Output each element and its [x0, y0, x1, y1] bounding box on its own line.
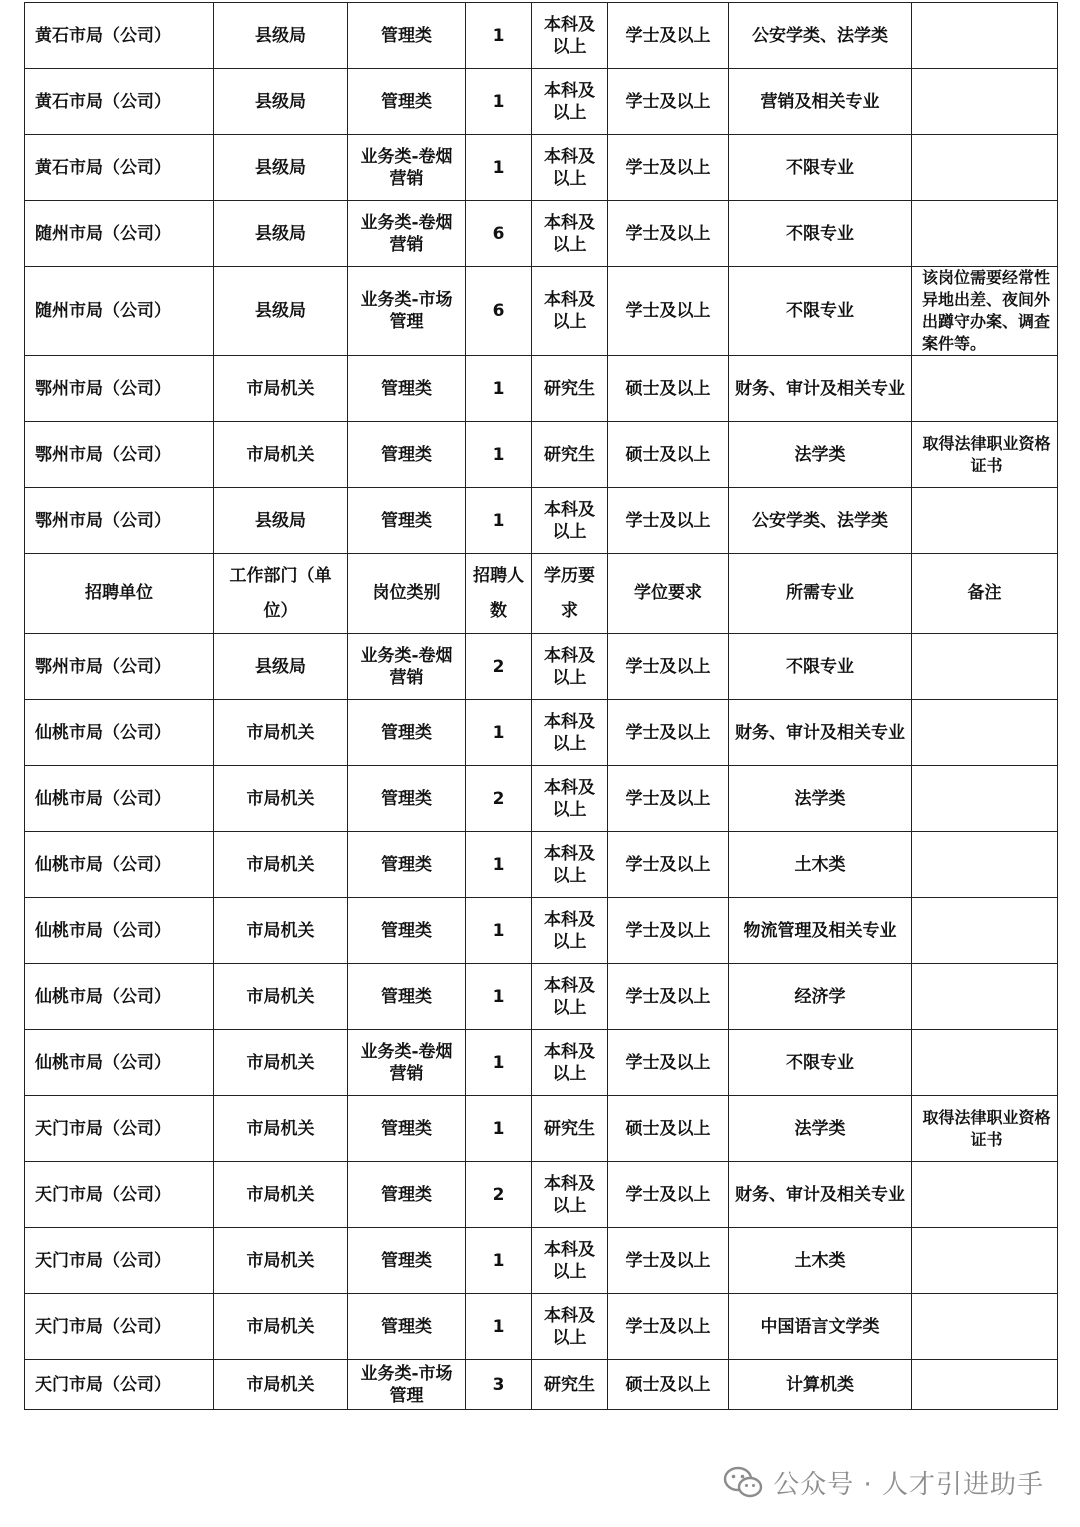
note-cell — [912, 1162, 1058, 1228]
table-row — [25, 135, 1058, 201]
count-cell: 2 — [466, 1162, 532, 1228]
count-cell: 6 — [466, 201, 532, 267]
table-row — [25, 356, 1058, 422]
degree-cell: 学士及以上 — [608, 898, 729, 964]
degree-cell: 学士及以上 — [608, 1162, 729, 1228]
table-row — [25, 1096, 1058, 1162]
note-cell — [912, 1294, 1058, 1360]
major-cell: 财务、审计及相关专业 — [729, 356, 912, 422]
education-cell: 本科及以上 — [532, 898, 608, 964]
education-cell: 研究生 — [532, 422, 608, 488]
unit-cell: 鄂州市局（公司） — [25, 356, 214, 422]
count-cell: 2 — [466, 634, 532, 700]
watermark — [723, 1462, 1044, 1502]
degree-cell: 学士及以上 — [608, 488, 729, 554]
dept-cell: 市局机关 — [214, 1162, 348, 1228]
count-cell: 1 — [466, 1228, 532, 1294]
table-row — [25, 1162, 1058, 1228]
degree-cell: 硕士及以上 — [608, 1096, 729, 1162]
table-row — [25, 69, 1058, 135]
note-cell — [912, 964, 1058, 1030]
education-cell: 本科及以上 — [532, 634, 608, 700]
category-cell: 业务类-市场管理 — [348, 1360, 466, 1410]
dept-cell: 县级局 — [214, 201, 348, 267]
degree-cell: 学士及以上 — [608, 69, 729, 135]
major-cell: 财务、审计及相关专业 — [729, 700, 912, 766]
note-cell — [912, 201, 1058, 267]
dept-cell: 市局机关 — [214, 832, 348, 898]
table-row — [25, 267, 1058, 356]
note-cell — [912, 898, 1058, 964]
category-cell: 管理类 — [348, 356, 466, 422]
education-cell: 本科及以上 — [532, 488, 608, 554]
degree-cell: 学士及以上 — [608, 1294, 729, 1360]
watermark-text: 公众号 · 人才引进助手 — [773, 1469, 1044, 1500]
category-cell: 管理类 — [348, 964, 466, 1030]
major-cell: 财务、审计及相关专业 — [729, 1162, 912, 1228]
note-cell: 取得法律职业资格证书 — [912, 1096, 1058, 1162]
degree-cell: 学士及以上 — [608, 964, 729, 1030]
unit-cell: 仙桃市局（公司） — [25, 832, 214, 898]
note-cell — [912, 69, 1058, 135]
table-row — [25, 1294, 1058, 1360]
table-row — [25, 964, 1058, 1030]
table-row — [25, 488, 1058, 554]
category-cell: 管理类 — [348, 700, 466, 766]
degree-cell: 学士及以上 — [608, 832, 729, 898]
count-cell: 1 — [466, 356, 532, 422]
major-cell: 法学类 — [729, 1096, 912, 1162]
count-cell: 1 — [466, 69, 532, 135]
note-cell — [912, 135, 1058, 201]
degree-cell: 学士及以上 — [608, 3, 729, 69]
count-cell: 1 — [466, 1030, 532, 1096]
education-cell: 本科及以上 — [532, 1294, 608, 1360]
note-cell — [912, 832, 1058, 898]
category-cell: 业务类-卷烟营销 — [348, 1030, 466, 1096]
major-cell: 不限专业 — [729, 1030, 912, 1096]
count-cell: 1 — [466, 832, 532, 898]
category-cell: 管理类 — [348, 3, 466, 69]
major-cell: 经济学 — [729, 964, 912, 1030]
category-cell: 管理类 — [348, 1162, 466, 1228]
unit-cell: 仙桃市局（公司） — [25, 964, 214, 1030]
degree-cell: 硕士及以上 — [608, 422, 729, 488]
count-cell: 1 — [466, 700, 532, 766]
category-cell: 管理类 — [348, 69, 466, 135]
dept-cell: 市局机关 — [214, 1360, 348, 1410]
major-cell: 计算机类 — [729, 1360, 912, 1410]
header-category: 岗位类别 — [348, 554, 466, 634]
education-cell: 研究生 — [532, 1096, 608, 1162]
dept-cell: 市局机关 — [214, 700, 348, 766]
dept-cell: 市局机关 — [214, 964, 348, 1030]
major-cell: 法学类 — [729, 422, 912, 488]
count-cell: 3 — [466, 1360, 532, 1410]
note-cell: 取得法律职业资格证书 — [912, 422, 1058, 488]
category-cell: 管理类 — [348, 1294, 466, 1360]
unit-cell: 鄂州市局（公司） — [25, 488, 214, 554]
education-cell: 本科及以上 — [532, 69, 608, 135]
count-cell: 2 — [466, 766, 532, 832]
count-cell: 1 — [466, 1096, 532, 1162]
major-cell: 公安学类、法学类 — [729, 488, 912, 554]
table-row — [25, 1360, 1058, 1410]
dept-cell: 县级局 — [214, 69, 348, 135]
unit-cell: 随州市局（公司） — [25, 201, 214, 267]
education-cell: 本科及以上 — [532, 1030, 608, 1096]
major-cell: 土木类 — [729, 1228, 912, 1294]
education-cell: 研究生 — [532, 1360, 608, 1410]
note-cell — [912, 1360, 1058, 1410]
major-cell: 营销及相关专业 — [729, 69, 912, 135]
header-note: 备注 — [912, 554, 1058, 634]
degree-cell: 学士及以上 — [608, 766, 729, 832]
category-cell: 业务类-卷烟营销 — [348, 634, 466, 700]
note-cell — [912, 1030, 1058, 1096]
note-cell — [912, 1228, 1058, 1294]
count-cell: 1 — [466, 488, 532, 554]
major-cell: 公安学类、法学类 — [729, 3, 912, 69]
degree-cell: 学士及以上 — [608, 634, 729, 700]
education-cell: 研究生 — [532, 356, 608, 422]
header-unit: 招聘单位 — [25, 554, 214, 634]
dept-cell: 县级局 — [214, 135, 348, 201]
degree-cell: 学士及以上 — [608, 1030, 729, 1096]
category-cell: 管理类 — [348, 766, 466, 832]
dept-cell: 市局机关 — [214, 1294, 348, 1360]
degree-cell: 学士及以上 — [608, 1228, 729, 1294]
education-cell: 本科及以上 — [532, 700, 608, 766]
header-count: 招聘人数 — [466, 554, 532, 634]
header-education: 学历要求 — [532, 554, 608, 634]
table-header-row — [25, 554, 1058, 634]
unit-cell: 鄂州市局（公司） — [25, 422, 214, 488]
table-row — [25, 898, 1058, 964]
dept-cell: 县级局 — [214, 3, 348, 69]
category-cell: 管理类 — [348, 488, 466, 554]
header-dept: 工作部门（单位） — [214, 554, 348, 634]
education-cell: 本科及以上 — [532, 267, 608, 356]
unit-cell: 仙桃市局（公司） — [25, 766, 214, 832]
dept-cell: 市局机关 — [214, 356, 348, 422]
note-cell — [912, 3, 1058, 69]
education-cell: 本科及以上 — [532, 1228, 608, 1294]
count-cell: 1 — [466, 898, 532, 964]
major-cell: 不限专业 — [729, 634, 912, 700]
wechat-icon — [723, 1465, 763, 1499]
dept-cell: 县级局 — [214, 267, 348, 356]
unit-cell: 天门市局（公司） — [25, 1096, 214, 1162]
count-cell: 6 — [466, 267, 532, 356]
count-cell: 1 — [466, 422, 532, 488]
category-cell: 业务类-卷烟营销 — [348, 201, 466, 267]
major-cell: 不限专业 — [729, 267, 912, 356]
degree-cell: 学士及以上 — [608, 267, 729, 356]
note-cell — [912, 634, 1058, 700]
degree-cell: 硕士及以上 — [608, 356, 729, 422]
dept-cell: 县级局 — [214, 488, 348, 554]
table-row — [25, 1030, 1058, 1096]
table-row — [25, 700, 1058, 766]
unit-cell: 天门市局（公司） — [25, 1360, 214, 1410]
recruitment-table — [24, 2, 1058, 1410]
degree-cell: 学士及以上 — [608, 700, 729, 766]
table-row — [25, 422, 1058, 488]
unit-cell: 天门市局（公司） — [25, 1294, 214, 1360]
unit-cell: 仙桃市局（公司） — [25, 1030, 214, 1096]
note-cell — [912, 488, 1058, 554]
education-cell: 本科及以上 — [532, 201, 608, 267]
category-cell: 管理类 — [348, 1228, 466, 1294]
dept-cell: 市局机关 — [214, 1096, 348, 1162]
unit-cell: 随州市局（公司） — [25, 267, 214, 356]
category-cell: 管理类 — [348, 422, 466, 488]
note-cell — [912, 700, 1058, 766]
education-cell: 本科及以上 — [532, 135, 608, 201]
category-cell: 管理类 — [348, 898, 466, 964]
category-cell: 业务类-市场管理 — [348, 267, 466, 356]
table-row — [25, 634, 1058, 700]
dept-cell: 市局机关 — [214, 1228, 348, 1294]
degree-cell: 学士及以上 — [608, 201, 729, 267]
unit-cell: 仙桃市局（公司） — [25, 898, 214, 964]
major-cell: 法学类 — [729, 766, 912, 832]
major-cell: 土木类 — [729, 832, 912, 898]
dept-cell: 市局机关 — [214, 1030, 348, 1096]
category-cell: 管理类 — [348, 1096, 466, 1162]
note-cell: 该岗位需要经常性异地出差、夜间外出蹲守办案、调查案件等。 — [912, 267, 1058, 356]
major-cell: 不限专业 — [729, 135, 912, 201]
major-cell: 中国语言文学类 — [729, 1294, 912, 1360]
degree-cell: 学士及以上 — [608, 135, 729, 201]
count-cell: 1 — [466, 3, 532, 69]
table-row — [25, 766, 1058, 832]
education-cell: 本科及以上 — [532, 3, 608, 69]
table-row — [25, 832, 1058, 898]
unit-cell: 黄石市局（公司） — [25, 69, 214, 135]
header-major: 所需专业 — [729, 554, 912, 634]
header-degree: 学位要求 — [608, 554, 729, 634]
education-cell: 本科及以上 — [532, 832, 608, 898]
unit-cell: 仙桃市局（公司） — [25, 700, 214, 766]
count-cell: 1 — [466, 964, 532, 1030]
dept-cell: 县级局 — [214, 634, 348, 700]
note-cell — [912, 356, 1058, 422]
education-cell: 本科及以上 — [532, 1162, 608, 1228]
major-cell: 物流管理及相关专业 — [729, 898, 912, 964]
note-cell — [912, 766, 1058, 832]
table-row — [25, 3, 1058, 69]
unit-cell: 天门市局（公司） — [25, 1162, 214, 1228]
degree-cell: 硕士及以上 — [608, 1360, 729, 1410]
major-cell: 不限专业 — [729, 201, 912, 267]
category-cell: 管理类 — [348, 832, 466, 898]
table-row — [25, 1228, 1058, 1294]
education-cell: 本科及以上 — [532, 766, 608, 832]
dept-cell: 市局机关 — [214, 898, 348, 964]
category-cell: 业务类-卷烟营销 — [348, 135, 466, 201]
unit-cell: 黄石市局（公司） — [25, 3, 214, 69]
table-row — [25, 201, 1058, 267]
unit-cell: 天门市局（公司） — [25, 1228, 214, 1294]
unit-cell: 黄石市局（公司） — [25, 135, 214, 201]
dept-cell: 市局机关 — [214, 766, 348, 832]
unit-cell: 鄂州市局（公司） — [25, 634, 214, 700]
count-cell: 1 — [466, 1294, 532, 1360]
count-cell: 1 — [466, 135, 532, 201]
education-cell: 本科及以上 — [532, 964, 608, 1030]
dept-cell: 市局机关 — [214, 422, 348, 488]
